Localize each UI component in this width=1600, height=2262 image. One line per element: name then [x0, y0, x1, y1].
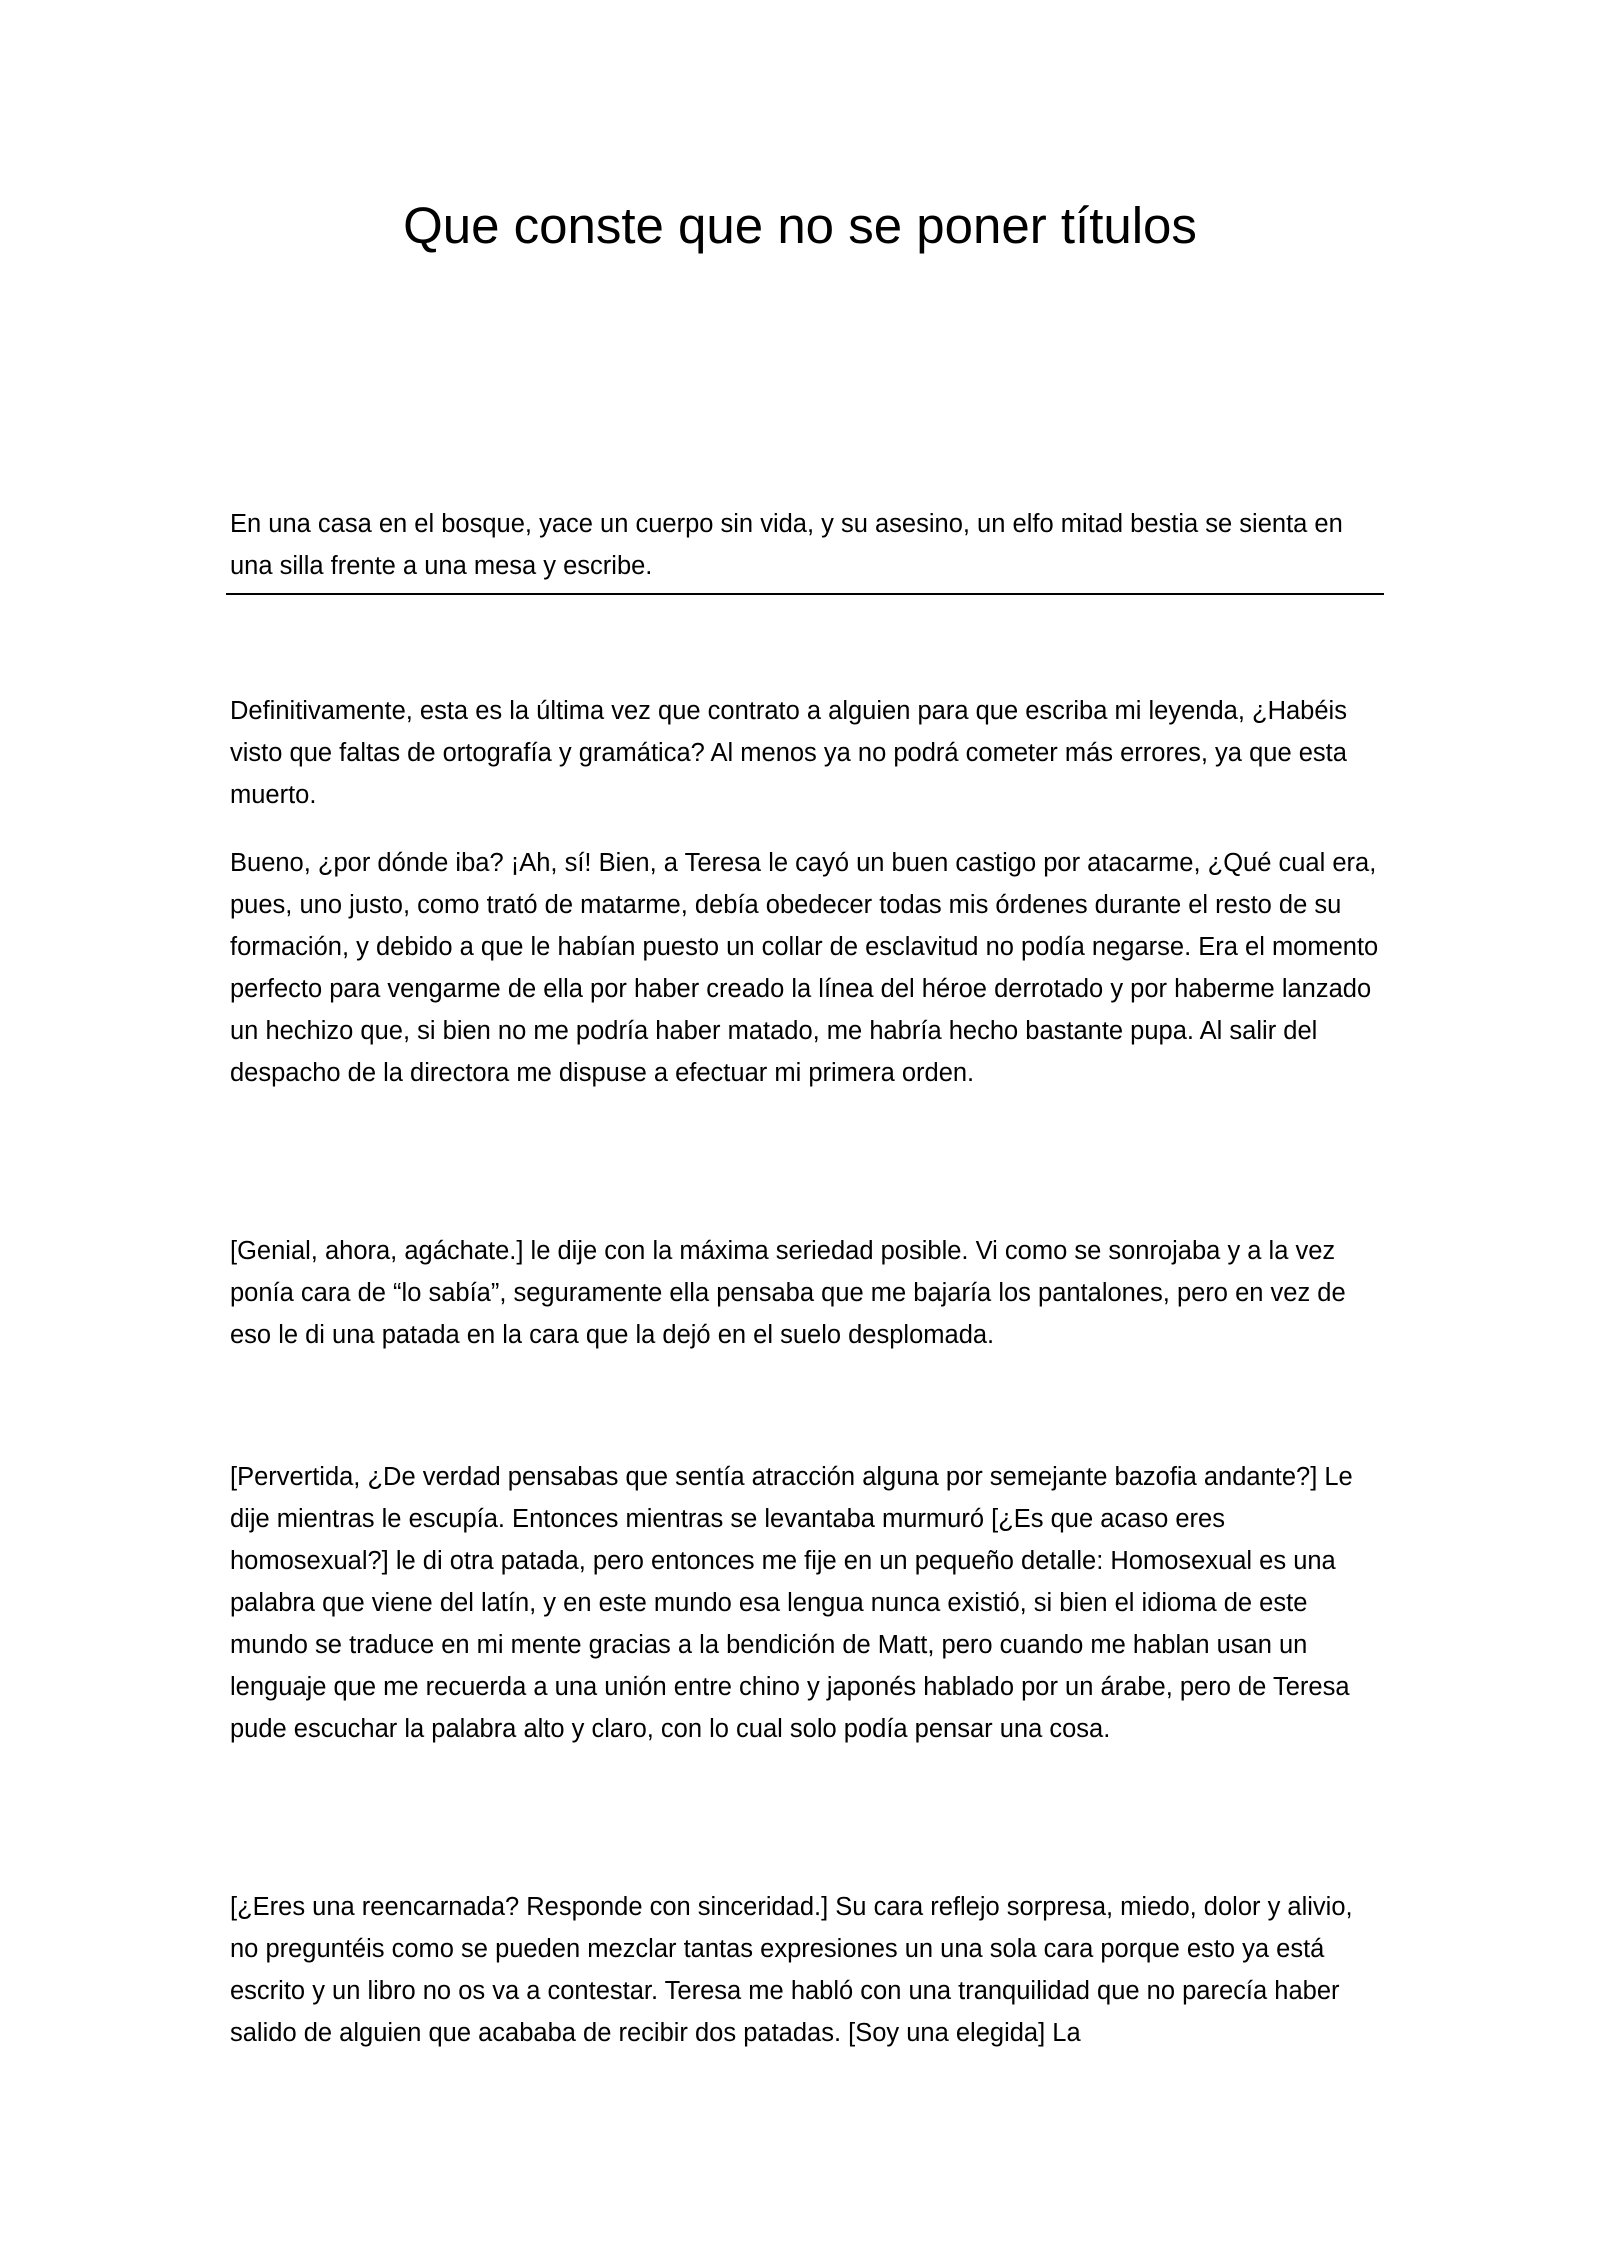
section-divider	[226, 593, 1384, 595]
body-paragraph-3: [Genial, ahora, agáchate.] le dije con la máxima seriedad posible. Vi como se sonrojaba y a la vez ponía cara de “lo sabía”, seguramente ella pensaba que me bajaría los pantalones, pero en vez de eso le di una patada en la cara que la dejó en el suelo desplomada.	[230, 1237, 1346, 1349]
body-paragraph-5: [¿Eres una reencarnada? Responde con sinceridad.] Su cara reflejo sorpresa, miedo, dolor y alivio, no preguntéis como se pueden mezclar tantas expresiones un una sola cara porque esto ya está escrito y un libro no os va a contestar. Teresa me habló con una tranquilidad que no parecía haber salido de alguien que acababa de recibir dos patadas. [Soy una elegida] La	[230, 1893, 1353, 2047]
page-title: Que conste que no se poner títulos	[403, 197, 1197, 254]
body-paragraph-4: [Pervertida, ¿De verdad pensabas que sentía atracción alguna por semejante bazofia andante?] Le dije mientras le escupía. Entonces mientras se levantaba murmuró [¿Es que acaso eres homosexual?] le di otra patada, pero entonces me fije en un pequeño detalle: Homosexual es una palabra que viene del latín, y en este mundo esa lengua nunca existió, si bien el idioma de este mundo se traduce en mi mente gracias a la bendición de Matt, pero cuando me hablan usan un lenguaje que me recuerda a una unión entre chino y japonés hablado por un árabe, pero de Teresa pude escuchar la palabra alto y claro, con lo cual solo podía pensar una cosa.	[230, 1463, 1353, 1743]
body-paragraph-1: Definitivamente, esta es la última vez que contrato a alguien para que escriba mi leyenda, ¿Habéis visto que faltas de ortografía y gramática? Al menos ya no podrá cometer más errores, ya que esta muerto.	[230, 697, 1347, 809]
body-paragraph-2: Bueno, ¿por dónde iba? ¡Ah, sí! Bien, a Teresa le cayó un buen castigo por atacarme, ¿Qué cual era, pues, uno justo, como trató de matarme, debía obedecer todas mis órdenes durante el resto de su formación, y debido a que le habían puesto un collar de esclavitud no podía negarse. Era el momento perfecto para vengarme de ella por haber creado la línea del héroe derrotado y por haberme lanzado un hechizo que, si bien no me podría haber matado, me habría hecho bastante pupa. Al salir del despacho de la directora me dispuse a efectuar mi primera orden.	[230, 849, 1379, 1087]
intro-paragraph: En una casa en el bosque, yace un cuerpo sin vida, y su asesino, un elfo mitad bestia se sienta en una silla frente a una mesa y escribe.	[230, 510, 1343, 580]
